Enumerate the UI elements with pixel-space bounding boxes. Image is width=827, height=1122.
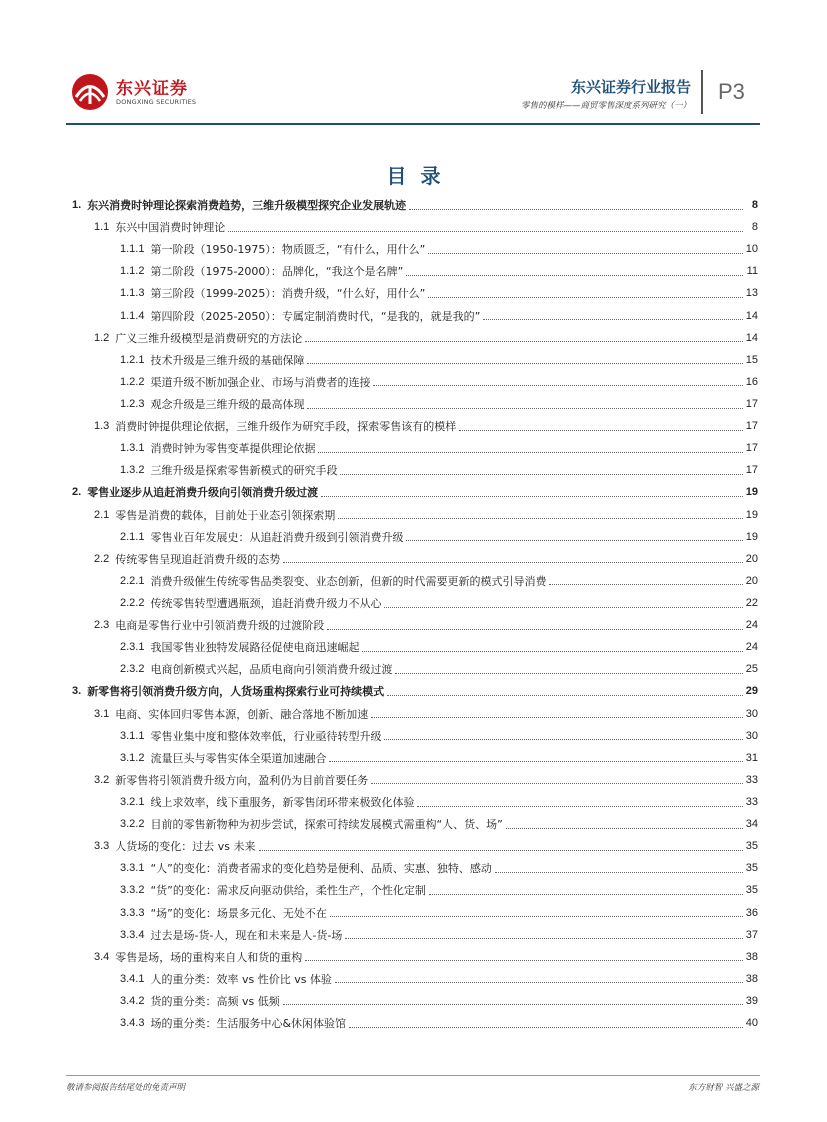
toc-entry-page: 34 — [745, 818, 758, 831]
toc-entry-page: 33 — [745, 796, 758, 808]
toc-entry[interactable] — [72, 902, 758, 924]
toc-entry-label: “人”的变化：消费者需求的变化趋势是便利、品质、实惠、独特、感动 — [150, 862, 492, 876]
toc-entry-page: 19 — [745, 530, 758, 543]
toc-entry[interactable] — [72, 504, 758, 526]
dongxing-logo-icon — [70, 72, 110, 112]
page-header — [0, 0, 827, 130]
toc-entry[interactable] — [72, 260, 758, 282]
toc-entry[interactable] — [72, 990, 758, 1012]
toc-entry-number: 1.2.1 — [120, 353, 145, 366]
toc-entry-page: 17 — [745, 442, 758, 455]
toc-dot-leader — [345, 938, 742, 939]
toc-entry[interactable] — [72, 946, 758, 968]
toc-entry-number: 3.3 — [94, 840, 110, 853]
toc-dot-leader — [409, 209, 743, 210]
toc-dot-leader — [330, 916, 743, 917]
toc-entry[interactable] — [72, 924, 758, 946]
toc-entry-label: 货的重分类：高频 vs 低频 — [150, 994, 280, 1008]
toc-entry-page: 14 — [745, 309, 758, 322]
toc-dot-leader — [459, 430, 742, 431]
toc-entry-number: 3.4.3 — [120, 1017, 145, 1030]
toc-entry[interactable] — [72, 791, 758, 813]
toc-entry[interactable] — [72, 548, 758, 570]
toc-entry[interactable] — [72, 371, 758, 393]
toc-entry[interactable] — [72, 415, 758, 437]
toc-entry[interactable] — [72, 526, 758, 548]
toc-entry[interactable] — [72, 636, 758, 658]
toc-dot-leader — [371, 717, 742, 718]
toc-dot-leader — [283, 562, 742, 563]
toc-entry-number: 1.1.1 — [120, 243, 145, 256]
toc-entry-label: 零售业百年发展史：从追赶消费升级到引领消费升级 — [150, 530, 404, 544]
toc-entry-number: 2.3.2 — [120, 663, 145, 676]
toc-entry-page: 24 — [745, 619, 758, 632]
toc-entry-label: 过去是场-货-人，现在和未来是人-货-场 — [150, 928, 343, 942]
toc-entry[interactable] — [72, 327, 758, 349]
toc-entry-page: 13 — [745, 287, 758, 300]
toc-entry-number: 1. — [72, 199, 82, 212]
toc-entry-label: 电商是零售行业中引领消费升级的过渡阶段 — [115, 619, 325, 633]
toc-entry-label: 消费时钟提供理论依据，三维升级作为研究手段，探索零售该有的模样 — [115, 420, 457, 434]
toc-entry[interactable] — [72, 680, 758, 702]
toc-dot-leader — [549, 584, 742, 585]
toc-dot-leader — [483, 319, 742, 320]
toc-title: 目录 — [386, 164, 455, 188]
toc-entry[interactable] — [72, 835, 758, 857]
toc-entry-number: 1.1.4 — [120, 309, 145, 322]
toc-dot-leader — [318, 452, 742, 453]
toc-entry-page: 20 — [745, 574, 758, 587]
footer-slogan: 东方财智 兴盛之源 — [688, 1083, 759, 1093]
toc-entry-label: 线上求效率，线下重服务，新零售闭环带来极致化体验 — [150, 796, 415, 809]
toc-entry-page: 29 — [745, 685, 758, 698]
toc-dot-leader — [307, 363, 742, 364]
toc-entry-label: 电商、实体回归零售本源，创新、融合落地不断加速 — [115, 707, 369, 721]
toc-entry-label: 场的重分类：生活服务中心&休闲体验馆 — [150, 1017, 347, 1031]
toc-entry[interactable] — [72, 725, 758, 747]
toc-entry-label: 三维升级是探索零售新模式的研究手段 — [150, 464, 338, 478]
toc-entry-label: 广义三维升级模型是消费研究的方法论 — [115, 331, 303, 345]
toc-dot-leader — [327, 629, 742, 630]
toc-entry-page: 30 — [745, 707, 758, 720]
toc-entry-label: 第四阶段（2025-2050）：专属定制消费时代，“是我的，就是我的” — [150, 309, 481, 323]
toc-entry[interactable] — [72, 238, 758, 260]
toc-entry-page: 20 — [745, 552, 758, 565]
logo-chinese-name: 东兴证券 — [116, 79, 188, 99]
toc-dot-leader — [305, 960, 742, 961]
toc-entry-label: “货”的变化：需求反向驱动供给，柔性生产，个性化定制 — [150, 884, 426, 898]
toc-dot-leader — [338, 518, 742, 519]
toc-entry-number: 1.3 — [94, 420, 110, 433]
toc-entry-number: 2.1.1 — [120, 530, 145, 543]
logo-english-name: DONGXING SECURITIES — [116, 98, 197, 106]
toc-entry-page: 37 — [745, 928, 758, 941]
toc-entry[interactable] — [72, 393, 758, 415]
toc-entry-page: 19 — [745, 508, 758, 521]
toc-entry-label: 人的重分类：效率 vs 性价比 vs 体验 — [150, 972, 332, 986]
toc-entry[interactable] — [72, 1012, 758, 1034]
toc-dot-leader — [329, 761, 742, 762]
toc-entry[interactable] — [72, 813, 758, 835]
toc-entry[interactable] — [72, 614, 758, 636]
toc-entry-page: 17 — [745, 464, 758, 477]
toc-entry-label: 东兴中国消费时钟理论 — [115, 221, 226, 235]
toc-entry[interactable] — [72, 747, 758, 769]
toc-entry[interactable] — [72, 481, 758, 503]
toc-entry-page: 22 — [745, 597, 758, 610]
toc-dot-leader — [387, 695, 743, 696]
toc-dot-leader — [406, 275, 743, 276]
toc-dot-leader — [428, 253, 742, 254]
toc-dot-leader — [406, 540, 742, 541]
toc-entry-label: 零售业集中度和整体效率低，行业亟待转型升级 — [150, 729, 382, 743]
toc-dot-leader — [349, 1027, 743, 1028]
toc-entry-label: 零售是消费的载体，目前处于业态引领探索期 — [115, 508, 336, 522]
page-number: P3 — [718, 79, 745, 104]
toc-entry[interactable] — [72, 592, 758, 614]
toc-entry-page: 38 — [745, 950, 758, 963]
toc-entry-label: 技术升级是三维升级的基础保障 — [150, 353, 305, 367]
toc-entry-page: 16 — [745, 375, 758, 388]
company-logo — [70, 72, 200, 116]
toc-entry[interactable] — [72, 769, 758, 791]
toc-entry-page: 8 — [751, 199, 758, 212]
toc-entry-number: 3.2 — [94, 773, 110, 786]
toc-entry-label: 消费升级催生传统零售品类裂变、业态创新，但新的时代需要更新的模式引导消费 — [150, 574, 547, 588]
toc-entry-page: 14 — [745, 331, 758, 344]
toc-dot-leader — [384, 607, 742, 608]
toc-entry-label: 第一阶段（1950-1975）：物质匮乏，“有什么，用什么” — [150, 243, 426, 257]
toc-entry-number: 1.3.2 — [120, 464, 145, 477]
report-subtitle: 零售的模样——商贸零售深度系列研究（一） — [520, 101, 691, 111]
toc-entry[interactable] — [72, 349, 758, 371]
toc-entry-number: 2.2 — [94, 552, 110, 565]
report-title: 东兴证券行业报告 — [570, 78, 691, 96]
toc-entry-label: 传统零售转型遭遇瓶颈，追赶消费升级力不从心 — [150, 597, 382, 611]
toc-entry-label: 第三阶段（1999-2025）：消费升级，“什么好，用什么” — [150, 287, 426, 301]
footer-rule — [66, 1075, 760, 1076]
toc-dot-leader — [395, 673, 742, 674]
toc-entry[interactable] — [72, 570, 758, 592]
toc-entry-number: 2.2.1 — [120, 574, 145, 587]
toc-entry-number: 2.1 — [94, 508, 110, 521]
toc-entry-page: 8 — [751, 221, 758, 234]
footer-disclaimer: 敬请参阅报告结尾处的免责声明 — [66, 1083, 186, 1093]
toc-entry-label: 人货场的变化：过去 vs 未来 — [115, 840, 256, 854]
toc-entry-label: 传统零售呈现追赶消费升级的态势 — [115, 552, 281, 566]
toc-entry-page: 17 — [745, 398, 758, 411]
toc-entry-number: 3.2.1 — [120, 796, 145, 808]
toc-entry-number: 2.2.2 — [120, 597, 145, 610]
toc-entry-page: 36 — [745, 906, 758, 919]
toc-entry-label: “场”的变化：场景多元化、无处不在 — [150, 906, 327, 920]
table-of-contents — [72, 194, 758, 1034]
toc-entry-label: 零售业逐步从追赶消费升级向引领消费升级过渡 — [87, 486, 319, 500]
toc-dot-leader — [362, 651, 742, 652]
toc-entry-page: 10 — [745, 243, 758, 256]
toc-dot-leader — [228, 231, 743, 232]
toc-entry-page: 30 — [745, 729, 758, 742]
toc-entry-page: 24 — [745, 641, 758, 654]
toc-entry-label: 新零售将引领消费升级方向，人货场重构探索行业可持续模式 — [87, 685, 385, 699]
toc-dot-leader — [259, 850, 743, 851]
toc-entry-number: 2.3.1 — [120, 641, 145, 654]
toc-entry[interactable] — [72, 437, 758, 459]
toc-entry-page: 39 — [745, 994, 758, 1007]
toc-entry-number: 3.4.1 — [120, 972, 145, 985]
toc-entry[interactable] — [72, 658, 758, 680]
toc-dot-leader — [340, 474, 742, 475]
toc-entry-label: 第二阶段（1975-2000）：品牌化，“我这个是名牌” — [150, 265, 404, 279]
toc-entry-number: 1.3.1 — [120, 442, 145, 455]
toc-entry-page: 35 — [745, 884, 758, 897]
toc-entry-number: 1.1.3 — [120, 287, 145, 300]
toc-entry-page: 17 — [745, 420, 758, 433]
toc-entry-number: 1.1.2 — [120, 265, 145, 278]
toc-entry[interactable] — [72, 703, 758, 725]
toc-entry[interactable] — [72, 216, 758, 238]
toc-entry-page: 40 — [745, 1017, 758, 1030]
toc-dot-leader — [371, 783, 742, 784]
toc-entry-label: 观念升级是三维升级的最高体现 — [150, 398, 305, 412]
toc-entry-number: 3.3.2 — [120, 884, 145, 897]
toc-entry-page: 35 — [745, 862, 758, 875]
toc-dot-leader — [321, 496, 743, 497]
toc-entry-number: 3.3.4 — [120, 928, 145, 941]
toc-entry[interactable] — [72, 857, 758, 879]
toc-entry-number: 1.1 — [94, 221, 110, 234]
toc-entry[interactable] — [72, 459, 758, 481]
toc-entry-number: 3.3.1 — [120, 862, 145, 875]
toc-dot-leader — [305, 341, 742, 342]
toc-entry-page: 38 — [745, 972, 758, 985]
toc-entry-label: 流量巨头与零售实体全渠道加速融合 — [150, 751, 327, 765]
toc-dot-leader — [495, 872, 743, 873]
toc-entry-label: 目前的零售新物种为初步尝试，探索可持续发展模式需重构“人、货、场” — [150, 818, 503, 832]
toc-entry-number: 3.1 — [94, 707, 110, 720]
toc-entry[interactable] — [72, 194, 758, 216]
toc-dot-leader — [335, 982, 743, 983]
toc-entry-label: 我国零售业独特发展路径促使电商迅速崛起 — [150, 641, 360, 655]
toc-entry-number: 3.3.3 — [120, 906, 145, 919]
toc-dot-leader — [373, 385, 742, 386]
toc-dot-leader — [429, 894, 743, 895]
toc-dot-leader — [428, 297, 742, 298]
toc-dot-leader — [283, 1004, 743, 1005]
toc-entry[interactable] — [72, 282, 758, 304]
toc-entry-number: 3.4 — [94, 950, 110, 963]
toc-dot-leader — [417, 806, 742, 807]
toc-entry-number: 3.1.2 — [120, 751, 145, 764]
toc-entry-number: 3.2.2 — [120, 818, 145, 831]
header-rule — [66, 123, 760, 125]
toc-entry-page: 33 — [745, 773, 758, 786]
toc-entry-number: 1.2 — [94, 331, 110, 344]
toc-entry-label: 电商创新模式兴起，品质电商向引领消费升级过渡 — [150, 663, 393, 677]
toc-entry-label: 渠道升级不断加强企业、市场与消费者的连接 — [150, 375, 371, 389]
toc-dot-leader — [384, 739, 742, 740]
toc-dot-leader — [506, 828, 743, 829]
toc-entry-label: 新零售将引领消费升级方向，盈利仍为目前首要任务 — [115, 773, 369, 787]
toc-entry-page: 31 — [745, 751, 758, 764]
toc-entry-number: 1.2.2 — [120, 375, 145, 388]
toc-dot-leader — [307, 408, 742, 409]
toc-entry-number: 2. — [72, 486, 82, 499]
toc-entry[interactable] — [72, 879, 758, 901]
toc-entry-label: 东兴消费时钟理论探索消费趋势，三维升级模型探究企业发展轨迹 — [87, 199, 407, 213]
toc-entry-page: 11 — [746, 265, 758, 278]
toc-entry-page: 25 — [745, 663, 758, 676]
toc-entry-page: 35 — [745, 840, 758, 853]
toc-entry-number: 1.2.3 — [120, 398, 145, 411]
toc-entry[interactable] — [72, 305, 758, 327]
toc-entry-number: 2.3 — [94, 619, 110, 632]
toc-entry-number: 3. — [72, 685, 82, 698]
toc-entry-number: 3.1.1 — [120, 729, 145, 742]
toc-entry-label: 消费时钟为零售变革提供理论依据 — [150, 442, 316, 456]
toc-entry-label: 零售是场，场的重构来自人和货的重构 — [115, 950, 303, 964]
header-divider — [701, 70, 703, 114]
toc-entry-number: 3.4.2 — [120, 994, 145, 1007]
toc-entry[interactable] — [72, 968, 758, 990]
toc-entry-page: 19 — [745, 486, 758, 499]
toc-entry-page: 15 — [745, 353, 758, 366]
